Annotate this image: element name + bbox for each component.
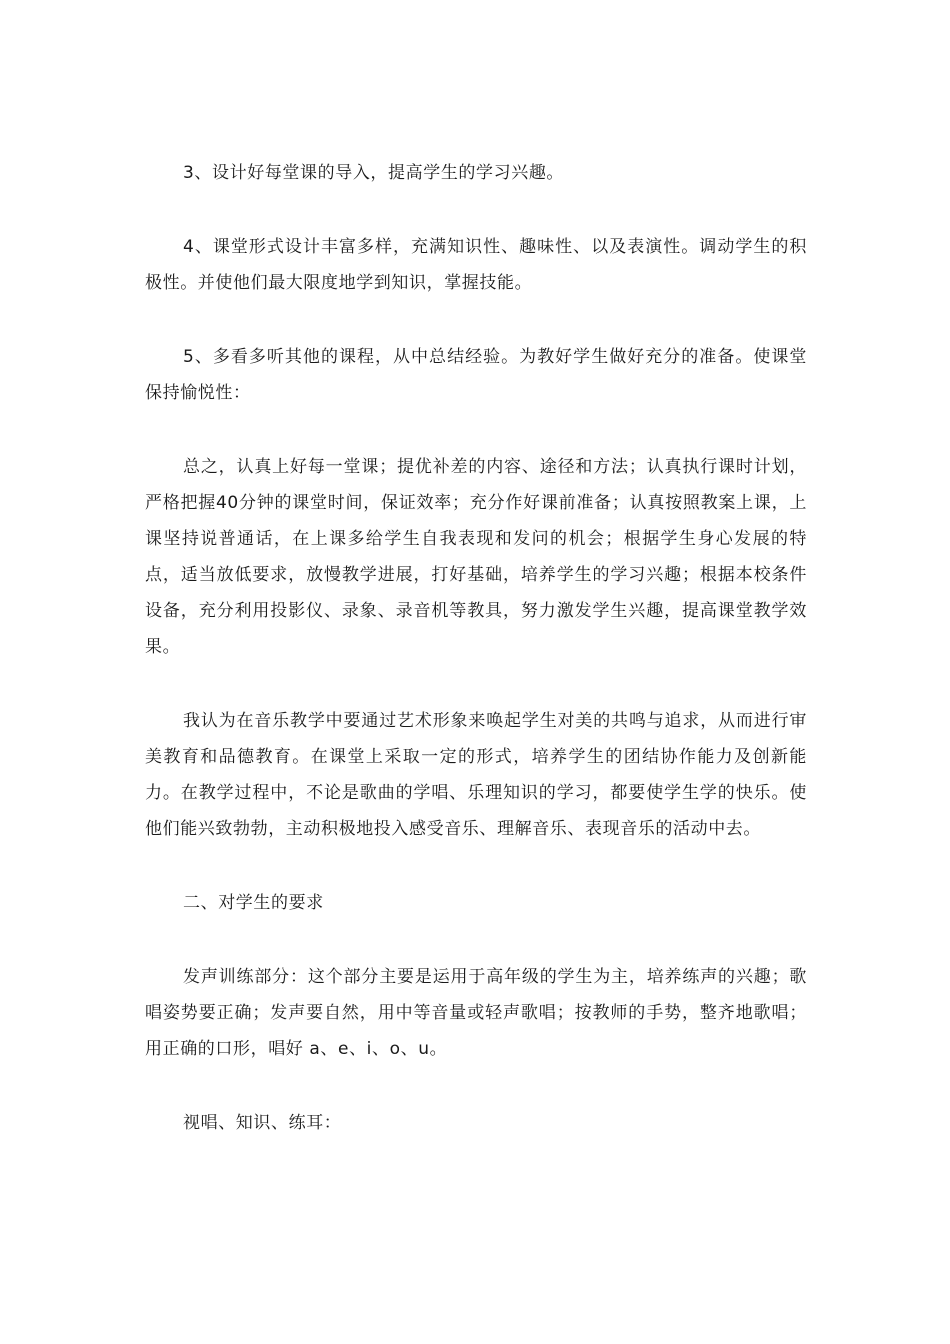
document-body — [145, 155, 807, 1141]
paragraph-item-5: 5、多看多听其他的课程，从中总结经验。为教好学生做好充分的准备。使课堂保持愉悦性： — [145, 347, 807, 403]
paragraph-item-3: 3、设计好每堂课的导入，提高学生的学习兴趣。 — [183, 163, 565, 183]
paragraph-item-4: 4、课堂形式设计丰富多样，充满知识性、趣味性、以及表演性。调动学生的积极性。并使他们最大限度地学到知识，掌握技能。 — [145, 237, 807, 293]
paragraph-sight-singing: 视唱、知识、练耳： — [183, 1113, 342, 1133]
paragraph-vocal-training: 发声训练部分：这个部分主要是运用于高年级的学生为主，培养练声的兴趣；歌唱姿势要正确；发声要自然，用中等音量或轻声歌唱；按教师的手势，整齐地歌唱；用正确的口形，唱好 a、e、i、o、u。 — [145, 967, 807, 1059]
section-heading-student-requirements: 二、对学生的要求 — [183, 893, 324, 913]
paragraph-summary: 总之，认真上好每一堂课；提优补差的内容、途径和方法；认真执行课时计划，严格把握40分钟的课堂时间，保证效率；充分作好课前准备；认真按照教案上课，上课坚持说普通话，在上课多给学生自我表现和发问的机会；根据学生身心发展的特点，适当放低要求，放慢教学进展，打好基础，培养学生的学习兴趣；根据本校条件设备，充分利用投影仪、录象、录音机等教具，努力激发学生兴趣，提高课堂教学效果。 — [145, 457, 807, 657]
paragraph-music-teaching: 我认为在音乐教学中要通过艺术形象来唤起学生对美的共鸣与追求，从而进行审美教育和品德教育。在课堂上采取一定的形式，培养学生的团结协作能力及创新能力。在教学过程中，不论是歌曲的学唱、乐理知识的学习，都要使学生学的快乐。使他们能兴致勃勃，主动积极地投入感受音乐、理解音乐、表现音乐的活动中去。 — [145, 711, 807, 839]
